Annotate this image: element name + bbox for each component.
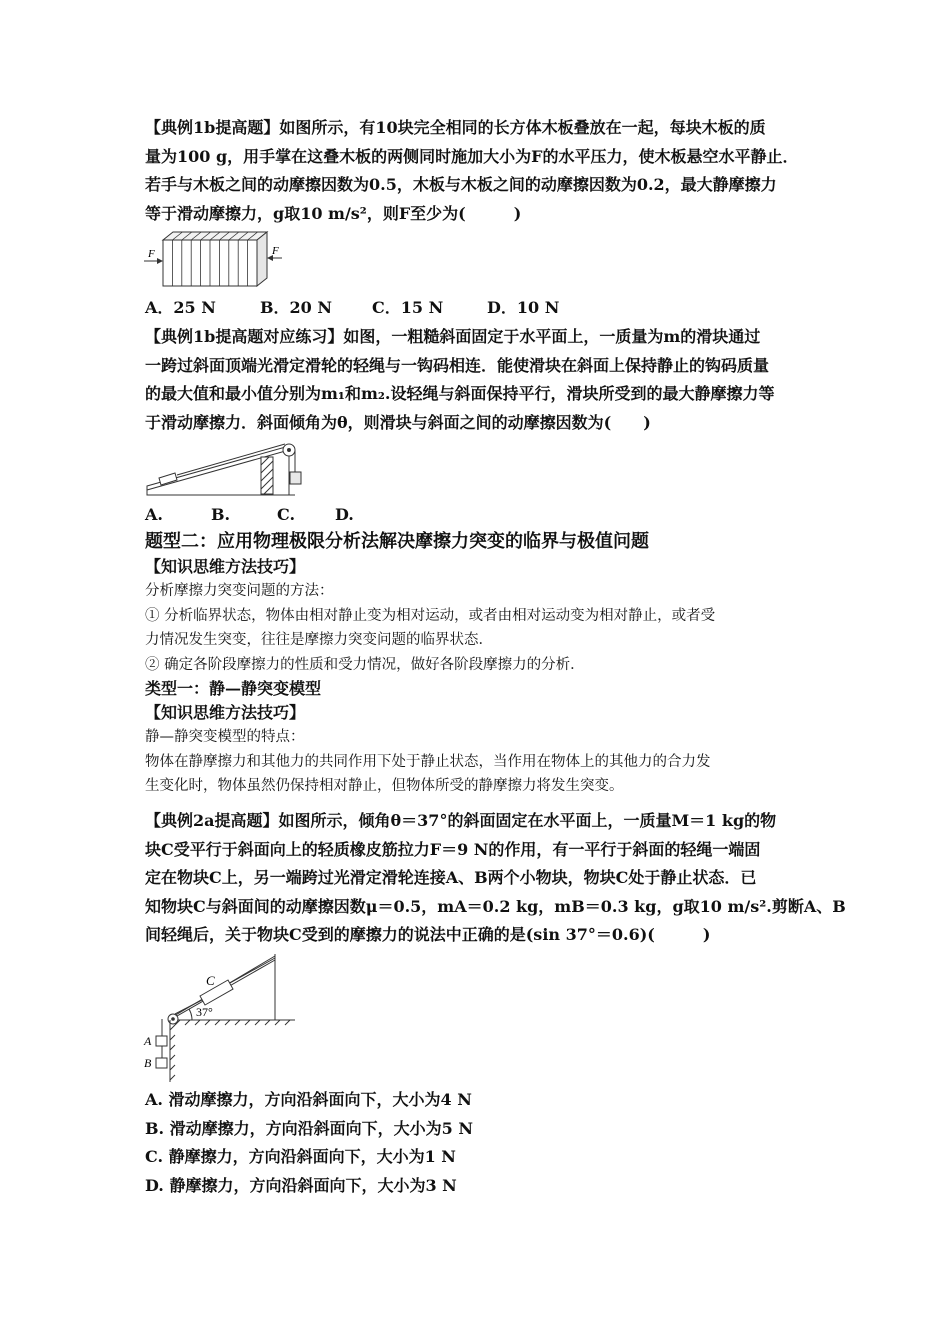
type1-line: 物体在静摩擦力和其他力的共同作用下处于静止状态，当作用在物体上的其他力的合力发 bbox=[145, 753, 711, 770]
example-2a-question bbox=[145, 807, 846, 950]
question-line: 块C受平行于斜面向上的轻质橡皮筋拉力F＝9 N的作用，有一平行于斜面的轻绳一端固 bbox=[145, 839, 761, 859]
option-a[interactable]: A. bbox=[145, 505, 163, 524]
example-1b-options bbox=[145, 296, 820, 320]
type1-body bbox=[145, 725, 820, 799]
method-heading: 【知识思维方法技巧】 bbox=[145, 557, 306, 576]
left-force-label: F bbox=[148, 248, 155, 260]
option-c[interactable]: C. bbox=[277, 505, 296, 524]
angle-label: 37° bbox=[196, 1005, 213, 1019]
incline-abc-figure bbox=[140, 952, 300, 1084]
type1-title: 类型一：静—静突变模型 bbox=[145, 679, 322, 698]
board-stack-figure bbox=[143, 228, 283, 290]
right-force-label: F bbox=[272, 245, 279, 257]
question-line: 【典例1b提高题】如图所示，有10块完全相同的长方体木板叠放在一起，每块木板的质 bbox=[145, 118, 766, 137]
option-d[interactable]: D．10 N bbox=[487, 298, 560, 317]
option-d[interactable]: D. bbox=[335, 505, 354, 524]
question-line: 【典例2a提高题】如图所示，倾角θ＝37°的斜面固定在水平面上，一质量M＝1 kg的物 bbox=[145, 811, 777, 830]
block-c-label: C bbox=[206, 973, 215, 988]
question-line: 【典例1b提高题对应练习】如图，一粗糙斜面固定于水平面上，一质量为m的滑块通过 bbox=[145, 327, 761, 346]
incline-pulley-figure bbox=[145, 440, 305, 498]
question-line: 知物块C与斜面间的动摩擦因数μ＝0.5，mA＝0.2 kg，mB＝0.3 kg，g取10 m/s².剪断A、B bbox=[145, 896, 846, 916]
question-line: 一跨过斜面顶端光滑定滑轮的轻绳与一钩码相连．能使滑块在斜面上保持静止的钩码质量 bbox=[145, 355, 770, 375]
type1-line: 静—静突变模型的特点： bbox=[145, 729, 305, 745]
question-line: 间轻绳后，关于物块C受到的摩擦力的说法中正确的是(sin 37°＝0.6)( ) bbox=[145, 925, 711, 945]
block-b-label: B bbox=[144, 1056, 152, 1070]
question-line: 定在物块C上，另一端跨过光滑定滑轮连接A、B两个小物块，物块C处于静止状态．已 bbox=[145, 868, 757, 888]
question-line: 的最大值和最小值分别为m₁和m₂.设轻绳与斜面保持平行，滑块所受到的最大静摩擦力等 bbox=[145, 384, 775, 404]
option-b[interactable]: B．20 N bbox=[260, 298, 332, 317]
section-2 bbox=[145, 529, 820, 799]
method-line: ② 确定各阶段摩擦力的性质和受力情况，做好各阶段摩擦力的分析． bbox=[145, 656, 585, 673]
option-b[interactable]: B. bbox=[211, 505, 231, 524]
method-line: ① 分析临界状态，物体由相对静止变为相对运动，或者由相对运动变为相对静止，或者受 bbox=[145, 607, 716, 624]
method-body bbox=[145, 579, 820, 677]
method-line: 力情况发生突变，往往是摩擦力突变问题的临界状态． bbox=[145, 632, 493, 648]
method-line: 分析摩擦力突变问题的方法： bbox=[145, 583, 334, 599]
question-line: 量为100 g，用手掌在这叠木板的两侧同时施加大小为F的水平压力，使木板悬空水平静止． bbox=[145, 146, 799, 166]
option-a[interactable]: A. 滑动摩擦力，方向沿斜面向下，大小为4 N bbox=[145, 1090, 472, 1109]
type1-line: 生变化时，物体虽然仍保持相对静止，但物体所受的静摩擦力将发生突变。 bbox=[145, 778, 624, 794]
question-line: 若手与木板之间的动摩擦因数为0.5，木板与木板之间的动摩擦因数为0.2，最大静摩擦力 bbox=[145, 175, 777, 195]
example-2a bbox=[145, 807, 846, 950]
example-2a-options bbox=[145, 1086, 820, 1200]
option-a[interactable]: A．25 N bbox=[145, 298, 216, 317]
option-b[interactable]: B. 滑动摩擦力，方向沿斜面向下，大小为5 N bbox=[145, 1118, 473, 1138]
option-c[interactable]: C．15 N bbox=[372, 298, 444, 317]
practice-1b-question bbox=[145, 323, 820, 437]
example-1b bbox=[145, 114, 820, 228]
practice-1b bbox=[145, 323, 820, 437]
question-line: 等于滑动摩擦力，g取10 m/s²，则F至少为( ) bbox=[145, 203, 522, 223]
option-d[interactable]: D. 静摩擦力，方向沿斜面向下，大小为3 N bbox=[145, 1175, 457, 1195]
example-1b-question bbox=[145, 114, 820, 228]
block-a-label: A bbox=[144, 1034, 152, 1048]
practice-1b-options bbox=[145, 503, 820, 527]
section-title: 题型二：应用物理极限分析法解决摩擦力突变的临界与极值问题 bbox=[145, 531, 649, 552]
question-line: 于滑动摩擦力．斜面倾角为θ，则滑块与斜面之间的动摩擦因数为( ) bbox=[145, 412, 651, 432]
type1-heading: 【知识思维方法技巧】 bbox=[145, 703, 306, 722]
option-c[interactable]: C. 静摩擦力，方向沿斜面向下，大小为1 N bbox=[145, 1147, 456, 1166]
